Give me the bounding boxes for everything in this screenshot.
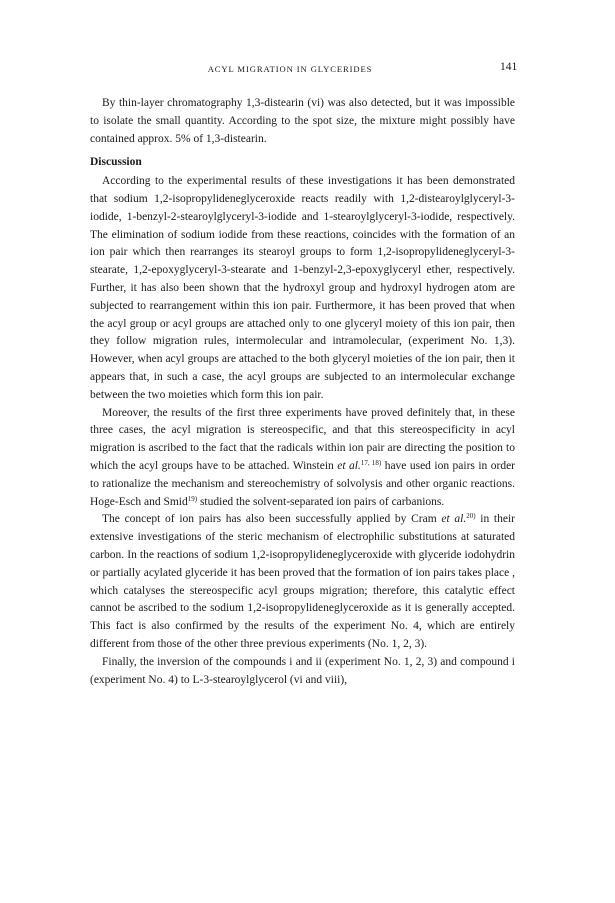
text-run: studied the solvent-separated ion pairs of carbanions.: [197, 495, 445, 508]
paragraph-results: According to the experimental results of these investigations it has been demonstrated that sodium 1,2-isopropylideneglyceroxide reacts readily with 1,2-distearoylglyceryl-3-iodide, 1-benzyl-2-stearoylglyceryl-3-iodide and 1-stearoylglyceryl-3-iodide, respectively. The elimination of sodium iodide from these reactions, coincides with the formation of an ion pair which then rearranges its stearoyl groups to form 1,2-isopropylideneglyceryl-3-stearate, 1,2-epoxyglyceryl-3-stearate and 1-benzyl-2,3-epoxyglyceryl ether, respectively. Further, it has also been shown that the hydroxyl group and hydroxyl hydrogen atom are subjected to rearrangement within this ion pair. Furthermore, it has been proved that when the acyl group or acyl groups are attached only to one glyceryl moiety of this ion pair, then they follow migration rules, intermolecular and intramolecular, (experiment No. 1,3). However, when acyl groups are attached to the both glyceryl moieties of the ion pair, then it appears that, in such a case, the acyl groups are subjected to an intermolecular exchange between the two moieties which form this ion pair.: [90, 175, 515, 401]
et-al: et al.: [337, 459, 361, 472]
text-run: Moreover, the results of the first three experiments have proved definitely that, in these three cases, the acyl migration is stereospecific, and that this stereospecificity in acyl migration is ascribed to the fact that the radicals within ion pair are directing the position to which the acyl groups have to be attached. Winstein: [90, 406, 515, 472]
citation-ref: 17, 18): [360, 458, 382, 467]
article-body: [90, 95, 515, 689]
paragraph-inversion: Finally, the inversion of the compounds i and ii (experiment No. 1, 2, 3) and compound i (experiment No. 4) to L-3-stearoylglycerol (vi and viii),: [90, 655, 515, 686]
section-heading-discussion: Discussion: [90, 156, 142, 169]
running-head: ACYL MIGRATION IN GLYCERIDES: [207, 64, 373, 74]
text-run: The concept of ion pairs has also been successfully applied by Cram: [102, 513, 442, 526]
text-run: in their extensive investigations of the steric mechanism of electrophilic substitutions at saturated carbon. In the reactions of sodium 1,2-isopropylideneglyceroxide with glyceride iodohydrin or partially acylated glyceride it has been proved that the formation of ion pairs takes place , which catalyses the stereospecific acyl groups migration; therefore, this catalytic effect cannot be ascribed to the sodium 1,2-isopropylideneglyceroxide as it is generally accepted. This fact is also confirmed by the results of the experiment No. 4, which are entirely different from those of the other three previous experiments (No. 1, 2, 3).: [90, 513, 515, 650]
text-run: have used ion pairs in order to rationalize the mechanism and stereochemistry of solvolysis and other organic reactions. Hoge-Esch and Smid: [90, 459, 515, 508]
citation-ref: 20): [466, 512, 476, 521]
citation-ref: 19): [187, 494, 198, 503]
paragraph-stereospecificity: [90, 405, 515, 512]
paragraph-tlc: By thin-layer chromatography 1,3-distearin (vi) was also detected, but it was impossible to isolate the small quantity. According to the spot size, the mixture might possibly have contained approx. 5% of 1,3-distearin.: [90, 97, 515, 145]
paragraph-ion-pairs: [90, 511, 515, 653]
et-al: et al.: [441, 513, 467, 526]
page-number: 141: [500, 61, 518, 73]
